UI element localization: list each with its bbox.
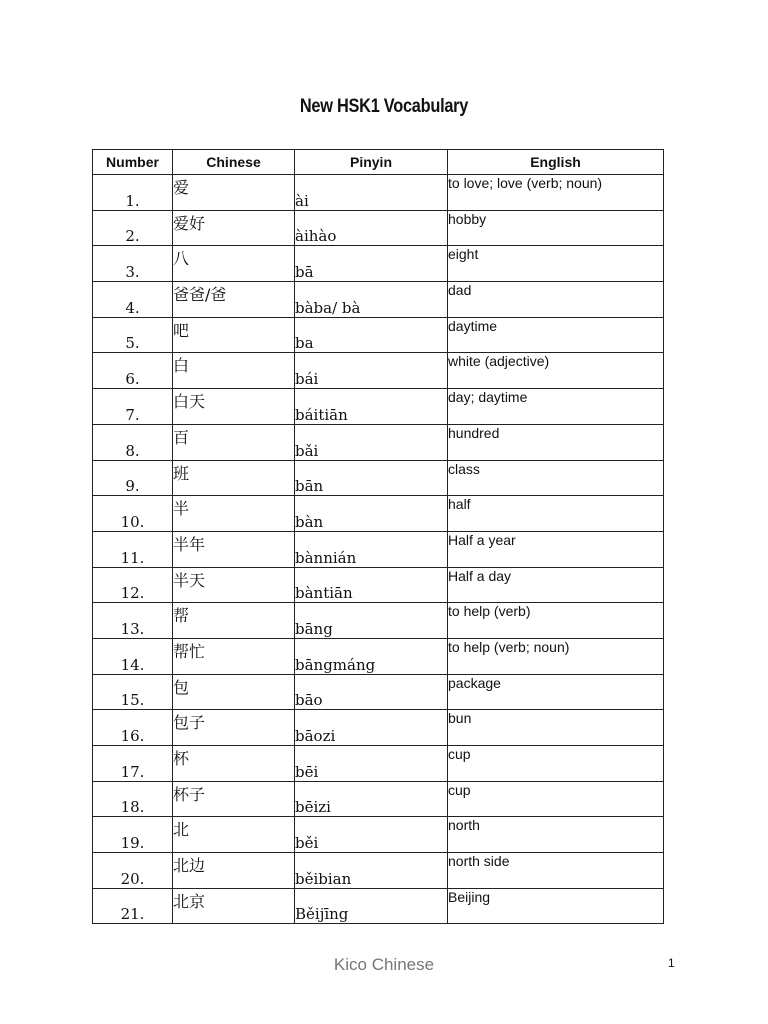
table-row <box>93 353 664 389</box>
row-english: Beijing <box>448 888 664 924</box>
row-pinyin: bāozi <box>295 710 448 746</box>
table-row <box>93 603 664 639</box>
row-chinese: 班 <box>173 460 295 496</box>
row-english: north <box>448 817 664 853</box>
row-pinyin: bànnián <box>295 531 448 567</box>
row-chinese: 北 <box>173 817 295 853</box>
row-number: 3. <box>93 246 173 282</box>
table-row <box>93 389 664 425</box>
row-number: 4. <box>93 282 173 318</box>
row-pinyin: bān <box>295 460 448 496</box>
row-pinyin: bǎi <box>295 424 448 460</box>
row-chinese: 帮忙 <box>173 638 295 674</box>
header-pinyin: Pinyin <box>295 150 448 175</box>
table-row <box>93 460 664 496</box>
table-row <box>93 531 664 567</box>
row-chinese: 百 <box>173 424 295 460</box>
row-pinyin: běibian <box>295 853 448 889</box>
row-number: 8. <box>93 424 173 460</box>
table-row <box>93 746 664 782</box>
row-chinese: 包子 <box>173 710 295 746</box>
table-row <box>93 817 664 853</box>
row-english: half <box>448 496 664 532</box>
row-english: to help (verb; noun) <box>448 638 664 674</box>
row-number: 13. <box>93 603 173 639</box>
row-pinyin: běi <box>295 817 448 853</box>
row-number: 9. <box>93 460 173 496</box>
row-english: to love; love (verb; noun) <box>448 175 664 211</box>
row-english: Half a day <box>448 567 664 603</box>
table-row <box>93 853 664 889</box>
row-pinyin: bāng <box>295 603 448 639</box>
table-row <box>93 424 664 460</box>
vocabulary-table <box>92 149 664 924</box>
row-chinese: 八 <box>173 246 295 282</box>
row-pinyin: bàn <box>295 496 448 532</box>
row-number: 7. <box>93 389 173 425</box>
row-chinese: 北京 <box>173 888 295 924</box>
row-english: Half a year <box>448 531 664 567</box>
table-row <box>93 710 664 746</box>
row-chinese: 杯子 <box>173 781 295 817</box>
table-header-row <box>93 150 664 175</box>
table-row <box>93 638 664 674</box>
row-pinyin: bái <box>295 353 448 389</box>
row-chinese: 北边 <box>173 853 295 889</box>
row-chinese: 包 <box>173 674 295 710</box>
row-chinese: 半天 <box>173 567 295 603</box>
row-pinyin: bāngmáng <box>295 638 448 674</box>
table-row <box>93 175 664 211</box>
row-chinese: 杯 <box>173 746 295 782</box>
table-row <box>93 781 664 817</box>
row-number: 14. <box>93 638 173 674</box>
row-chinese: 半 <box>173 496 295 532</box>
table-row <box>93 317 664 353</box>
row-chinese: 白天 <box>173 389 295 425</box>
table-row <box>93 282 664 318</box>
row-english: package <box>448 674 664 710</box>
row-pinyin: ài <box>295 175 448 211</box>
row-number: 1. <box>93 175 173 211</box>
row-number: 18. <box>93 781 173 817</box>
row-pinyin: Běijīng <box>295 888 448 924</box>
row-number: 11. <box>93 531 173 567</box>
row-number: 21. <box>93 888 173 924</box>
row-number: 20. <box>93 853 173 889</box>
table-row <box>93 496 664 532</box>
row-chinese: 爸爸/爸 <box>173 282 295 318</box>
row-chinese: 白 <box>173 353 295 389</box>
page-number: 1 <box>668 956 675 970</box>
row-pinyin: bàba/ bà <box>295 282 448 318</box>
row-english: hundred <box>448 424 664 460</box>
table-row <box>93 210 664 246</box>
row-english: bun <box>448 710 664 746</box>
row-english: dad <box>448 282 664 318</box>
row-pinyin: bēi <box>295 746 448 782</box>
row-number: 5. <box>93 317 173 353</box>
header-number: Number <box>93 150 173 175</box>
table-row <box>93 567 664 603</box>
table-row <box>93 674 664 710</box>
header-english: English <box>448 150 664 175</box>
row-english: cup <box>448 781 664 817</box>
row-number: 19. <box>93 817 173 853</box>
row-chinese: 帮 <box>173 603 295 639</box>
row-number: 10. <box>93 496 173 532</box>
row-number: 16. <box>93 710 173 746</box>
row-number: 2. <box>93 210 173 246</box>
row-english: day; daytime <box>448 389 664 425</box>
row-english: eight <box>448 246 664 282</box>
row-english: white (adjective) <box>448 353 664 389</box>
row-pinyin: bāo <box>295 674 448 710</box>
table-row <box>93 246 664 282</box>
row-chinese: 爱好 <box>173 210 295 246</box>
row-chinese: 半年 <box>173 531 295 567</box>
row-pinyin: àihào <box>295 210 448 246</box>
row-pinyin: bā <box>295 246 448 282</box>
row-chinese: 吧 <box>173 317 295 353</box>
row-english: class <box>448 460 664 496</box>
row-number: 15. <box>93 674 173 710</box>
row-pinyin: bēizi <box>295 781 448 817</box>
row-pinyin: báitiān <box>295 389 448 425</box>
row-english: daytime <box>448 317 664 353</box>
row-english: to help (verb) <box>448 603 664 639</box>
footer-brand: Kico Chinese <box>333 955 435 974</box>
row-number: 12. <box>93 567 173 603</box>
row-english: hobby <box>448 210 664 246</box>
table-row <box>93 888 664 924</box>
row-pinyin: bàntiān <box>295 567 448 603</box>
row-pinyin: ba <box>295 317 448 353</box>
row-english: north side <box>448 853 664 889</box>
row-english: cup <box>448 746 664 782</box>
row-number: 17. <box>93 746 173 782</box>
page-title: New HSK1 Vocabulary <box>299 96 469 117</box>
row-chinese: 爱 <box>173 175 295 211</box>
header-chinese: Chinese <box>173 150 295 175</box>
row-number: 6. <box>93 353 173 389</box>
